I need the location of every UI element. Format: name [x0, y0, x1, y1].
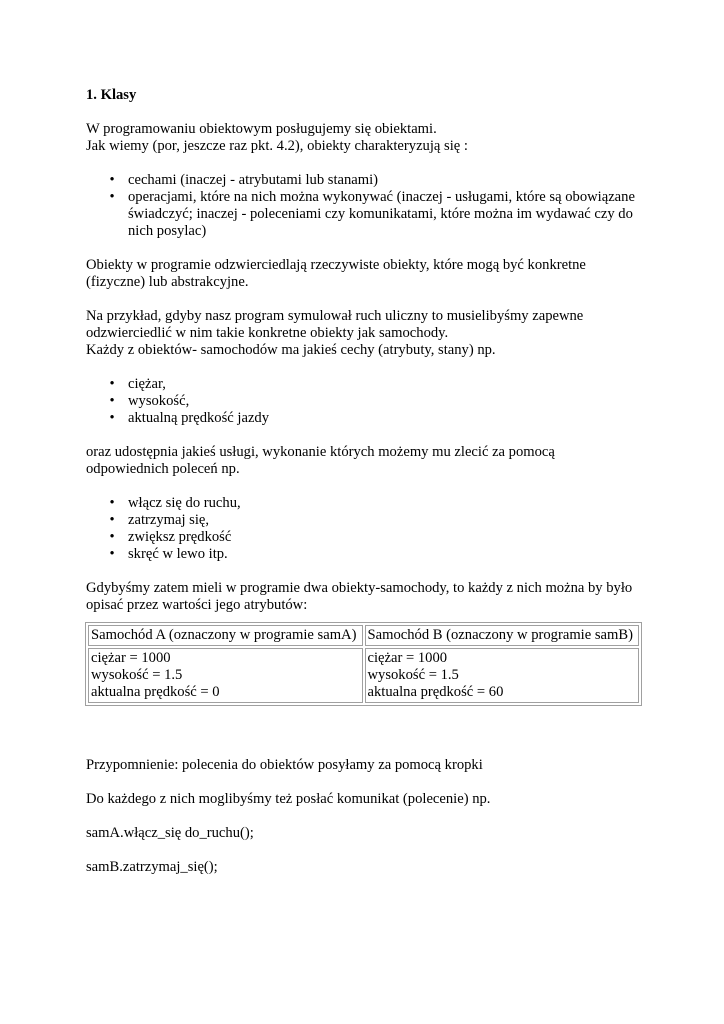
paragraph-line: Obiekty w programie odzwierciedlają rzeczywiste obiekty, które mogą być konkretne — [86, 257, 586, 273]
table-row — [88, 648, 639, 703]
list-item-text: włącz się do ruchu, — [128, 495, 241, 511]
bullet-icon: • — [109, 376, 115, 392]
list-item-text: cechami (inaczej - atrybutami lub stanami) — [128, 172, 379, 188]
message-paragraph: Do każdego z nich moglibyśmy też posłać komunikat (polecenie) np. — [86, 791, 491, 807]
commands-list — [86, 495, 646, 563]
list-item-text: aktualną prędkość jazdy — [128, 410, 270, 426]
bullet-icon: • — [109, 495, 115, 511]
list-item-text: zatrzymaj się, — [128, 512, 210, 528]
list-item-text: zwiększ prędkość — [128, 529, 232, 545]
cell-line: wysokość = 1.5 — [367, 667, 459, 683]
list-item — [86, 495, 646, 512]
spacer — [86, 706, 646, 757]
objects-paragraph — [86, 257, 646, 291]
cell-line: aktualna prędkość = 0 — [91, 684, 220, 700]
paragraph-line: Gdybyśmy zatem mieli w programie dwa obiekty-samochody, to każdy z nich można by było — [86, 580, 633, 596]
intro-line: W programowaniu obiektowym posługujemy się obiektami. — [86, 121, 437, 137]
list-item — [86, 189, 646, 240]
cell-line: ciężar = 1000 — [367, 650, 448, 666]
list-item — [86, 546, 646, 563]
characteristics-list — [86, 172, 646, 240]
bullet-icon: • — [109, 189, 115, 205]
attributes-list — [86, 376, 646, 427]
reminder-paragraph: Przypomnienie: polecenia do obiektów posyłamy za pomocą kropki — [86, 757, 483, 773]
list-item — [86, 529, 646, 546]
list-item — [86, 410, 646, 427]
services-paragraph — [86, 444, 646, 478]
table-header-cell: Samochód B (oznaczony w programie samB) — [365, 625, 640, 646]
bullet-icon: • — [109, 172, 115, 188]
list-item-text: skręć w lewo itp. — [128, 546, 228, 562]
cell-line: aktualna prędkość = 60 — [367, 684, 504, 700]
list-item — [86, 172, 646, 189]
cell-line: wysokość = 1.5 — [91, 667, 183, 683]
bullet-icon: • — [109, 546, 115, 562]
bullet-icon: • — [109, 393, 115, 409]
paragraph-line: Każdy z obiektów- samochodów ma jakieś cechy (atrybuty, stany) np. — [86, 342, 496, 358]
intro-paragraph — [86, 121, 646, 155]
table-cell — [365, 648, 640, 703]
list-item — [86, 512, 646, 529]
list-item — [86, 393, 646, 410]
list-item-text: wysokość, — [128, 393, 190, 409]
paragraph-line: oraz udostępnia jakieś usługi, wykonanie których możemy mu zlecić za pomocą — [86, 444, 555, 460]
intro-line: Jak wiemy (por, jeszcze raz pkt. 4.2), obiekty charakteryzują się : — [86, 138, 468, 154]
table-header-row — [88, 625, 639, 646]
bullet-icon: • — [109, 512, 115, 528]
paragraph-line: (fizyczne) lub abstrakcyjne. — [86, 274, 249, 290]
list-item-text: świadczyć; inaczej - poleceniami czy komunikatami, które można im wydawać czy do — [128, 206, 633, 222]
cell-line: ciężar = 1000 — [91, 650, 171, 666]
list-item-text: operacjami, które na nich można wykonywać (inaczej - usługami, które są obowiązane — [128, 189, 635, 205]
bullet-icon: • — [109, 529, 115, 545]
document-page — [86, 87, 646, 893]
cars-table — [85, 622, 642, 706]
bullet-icon: • — [109, 410, 115, 426]
list-item — [86, 376, 646, 393]
section-heading: 1. Klasy — [86, 87, 137, 103]
paragraph-line: Na przykład, gdyby nasz program symulował ruch uliczny to musielibyśmy zapewne — [86, 308, 584, 324]
example-paragraph — [86, 308, 646, 359]
code-line: samB.zatrzymaj_się(); — [86, 859, 218, 875]
table-cell — [88, 648, 363, 703]
table-intro-paragraph — [86, 580, 646, 614]
paragraph-line: odzwierciedlić w nim takie konkretne obiekty jak samochody. — [86, 325, 449, 341]
code-line: samA.włącz_się do_ruchu(); — [86, 825, 254, 841]
table-header-cell: Samochód A (oznaczony w programie samA) — [88, 625, 363, 646]
paragraph-line: opisać przez wartości jego atrybutów: — [86, 597, 308, 613]
paragraph-line: odpowiednich poleceń np. — [86, 461, 240, 477]
list-item-text: ciężar, — [128, 376, 166, 392]
list-item-text: nich posylac) — [128, 223, 207, 239]
